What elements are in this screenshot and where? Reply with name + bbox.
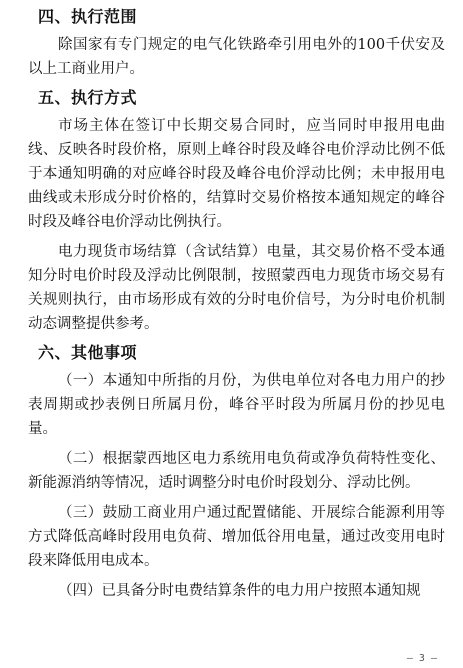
paragraph-method-1: 市场主体在签订中长期交易合同时，应当同时申报用电曲线、反映各时段价格，原则上峰谷时段及峰谷电价浮动比例不低于本通知明确的对应峰谷时段及峰谷电价浮动比例；未申报用电曲线或未形成分时价格的，结算时交易价格按本通知规定的峰谷时段及峰谷电价浮动比例执行。 [28,118,445,230]
paragraph-other-2: （二）根据蒙西地区电力系统用电负荷或净负荷特性变化、新能源消纳等情况，适时调整分时电价时段划分、浮动比例。 [28,451,445,491]
section-heading-other: 六、其他事项 [38,343,138,362]
paragraph-other-4: （四）已具备分时电费结算条件的电力用户按照本通知规 [58,583,421,599]
page-number: — 3 — [406,653,437,664]
section-heading-scope: 四、执行范围 [38,7,138,26]
paragraph-other-1: （一）本通知中所指的月份，为供电单位对各电力用户的抄表周期或抄表例日所属月份，峰谷平时段为所属月份的抄见电量。 [28,373,445,437]
document-body [0,6,463,609]
paragraph-scope: 除国家有专门规定的电气化铁路牵引用电外的100千伏安及以上工商业用户。 [28,37,445,77]
paragraph-other-3: （三）鼓励工商业用户通过配置储能、开展综合能源利用等方式降低高峰时段用电负荷、增加低谷用电量，通过改变用电时段来降低用电成本。 [28,505,445,569]
paragraph-method-2: 电力现货市场结算（含试结算）电量，其交易价格不受本通知分时电价时段及浮动比例限制，按照蒙西电力现货市场交易有关规则执行，由市场形成有效的分时电价信号，为分时电价机制动态调整提供参考。 [28,244,445,332]
section-heading-method: 五、执行方式 [38,88,138,107]
